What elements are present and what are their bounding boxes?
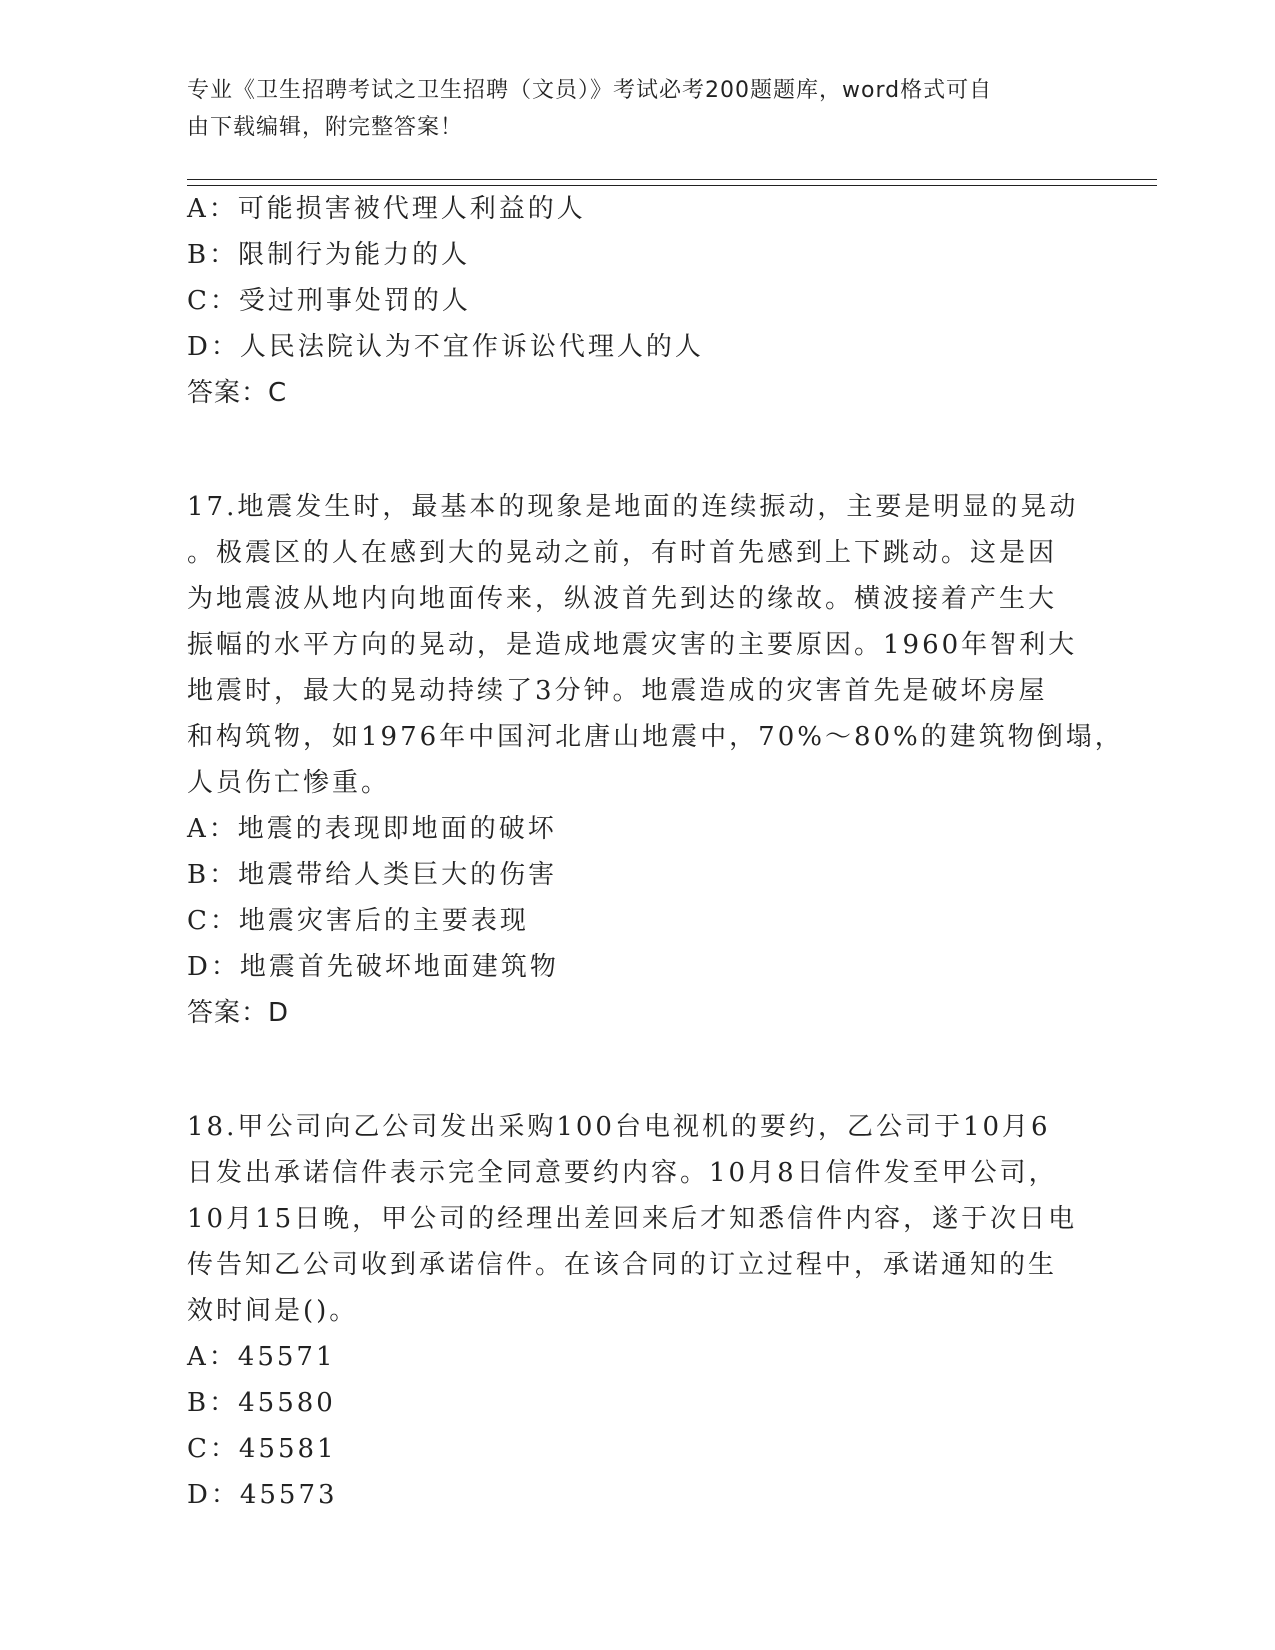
question-17	[187, 484, 1124, 1036]
answer: 答案：D	[187, 998, 290, 1028]
question-line: 18.甲公司向乙公司发出采购100台电视机的要约，乙公司于10月6	[187, 1112, 1051, 1142]
option-d: D：地震首先破坏地面建筑物	[187, 952, 559, 982]
option-a: A：地震的表现即地面的破坏	[187, 814, 557, 844]
option-b: B：限制行为能力的人	[187, 240, 471, 270]
header-divider-top	[187, 179, 1157, 180]
question-line: 和构筑物，如1976年中国河北唐山地震中，70%～80%的建筑物倒塌，	[187, 722, 1124, 752]
question-line: 振幅的水平方向的晃动，是造成地震灾害的主要原因。1960年智利大	[187, 630, 1078, 660]
option-c: C：45581	[187, 1434, 337, 1464]
question-line: 人员伤亡惨重。	[187, 768, 391, 798]
question-line: 地震时，最大的晃动持续了3分钟。地震造成的灾害首先是破坏房屋	[187, 676, 1048, 706]
question-line: 17.地震发生时，最基本的现象是地面的连续振动，主要是明显的晃动	[187, 492, 1079, 522]
option-a: A：可能损害被代理人利益的人	[187, 194, 586, 224]
spacer	[187, 1036, 1087, 1104]
question-16	[187, 186, 1087, 416]
option-c: C：受过刑事处罚的人	[187, 286, 471, 316]
header-line-1: 专业《卫生招聘考试之卫生招聘（文员）》考试必考200题题库，word格式可自	[187, 78, 993, 103]
question-stem	[187, 1104, 1087, 1334]
option-c: C：地震灾害后的主要表现	[187, 906, 529, 936]
question-line: 传告知乙公司收到承诺信件。在该合同的订立过程中，承诺通知的生	[187, 1250, 1058, 1280]
question-line: 为地震波从地内向地面传来，纵波首先到达的缘故。横波接着产生大	[187, 584, 1058, 614]
option-b: B：45580	[187, 1388, 336, 1418]
question-line: 10月15日晚，甲公司的经理出差回来后才知悉信件内容，遂于次日电	[187, 1204, 1078, 1234]
question-line: 日发出承诺信件表示完全同意要约内容。10月8日信件发至甲公司，	[187, 1158, 1058, 1188]
spacer	[187, 416, 1087, 484]
question-line: 效时间是()。	[187, 1296, 359, 1326]
question-line: 。极震区的人在感到大的晃动之前，有时首先感到上下跳动。这是因	[187, 538, 1058, 568]
answer: 答案：C	[187, 378, 288, 408]
option-d: D：45573	[187, 1480, 338, 1510]
option-a: A：45571	[187, 1342, 336, 1372]
document-body	[187, 186, 1124, 1518]
question-18	[187, 1104, 1087, 1518]
option-b: B：地震带给人类巨大的伤害	[187, 860, 558, 890]
option-d: D：人民法院认为不宜作诉讼代理人的人	[187, 332, 704, 362]
header-line-2: 由下载编辑，附完整答案！	[187, 115, 464, 140]
document-header	[187, 72, 1067, 146]
question-stem	[187, 484, 1124, 806]
